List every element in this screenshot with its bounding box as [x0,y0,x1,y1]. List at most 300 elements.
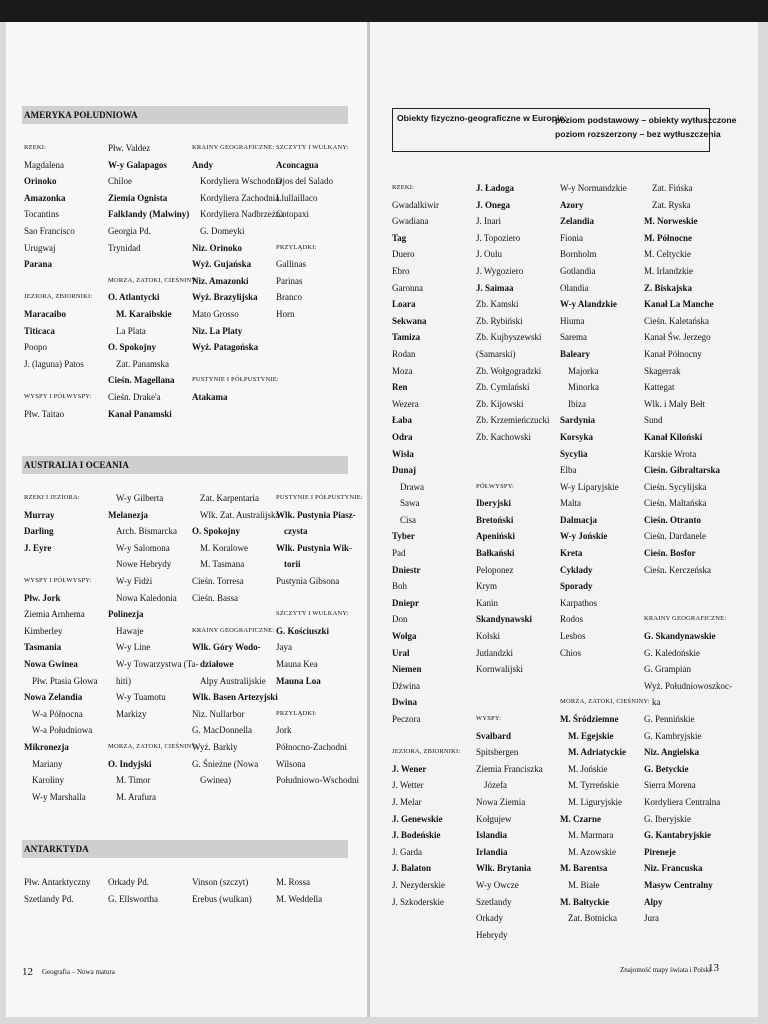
footer-title-right: Znajomość mapy świata i Polski [620,966,711,974]
entry: Jork [276,725,292,736]
entry: Georgia Pd. [108,225,151,236]
entry: Markizy [116,708,147,719]
entry: W-y Owcze [476,879,519,890]
entry: Moza [392,365,413,376]
entry: Wisła [392,448,414,459]
entry: Dwina [392,697,418,708]
legend-levels [555,113,736,141]
entry: Horn [276,308,295,319]
scan-top-bar [0,0,768,22]
entry: Peczora [392,714,421,724]
entry: Sierra Morena [644,780,696,791]
entry: O. Spokojny [108,342,157,353]
entry: Irlandia [476,846,508,857]
entry: Bornholm [560,249,597,260]
entry: Nowa Gwinea [24,658,78,669]
entry: Niz. La Platy [192,325,243,336]
entry: Ojos del Salado [276,176,333,187]
entry: Murray [24,509,55,520]
entry: M. Rossa [276,877,311,887]
entry: Cieśn. Kerczeńska [644,564,711,575]
entry: J. Oulu [476,249,503,260]
entry: Wezera [392,398,419,409]
entry: Atakama [192,391,228,402]
entry: Kanał Św. Jerzego [644,332,711,343]
entry: Gallinas [276,259,306,270]
entry: działowe [200,658,234,669]
entry: Wyż. Gujańska [192,259,252,270]
entry: Gotlandia [560,265,596,276]
entry: Zelandia [560,216,595,227]
entry: J. Ładoga [476,183,515,193]
entry: Melanezja [108,509,148,520]
eu-col-3 [560,180,650,927]
entry: Olandia [560,282,589,293]
entry: Karoliny [32,775,64,786]
entry: Drawa [400,481,424,492]
entry: Karpathos [560,597,597,608]
section-heading-south-america: AMERYKA POŁUDNIOWA [22,106,348,124]
entry: M. Weddella [276,893,323,904]
entry: J. (laguna) Patos [24,358,84,369]
entry: Sawa [400,498,420,509]
entry: J. Melar [392,796,422,807]
entry: Orinoko [24,176,57,187]
entry [24,556,98,573]
entry: J. Balaton [392,863,432,874]
entry: M. Liguryjskie [568,796,622,807]
entry: Chios [560,647,582,658]
entry: Zb. Krzemieńczucki [476,415,550,426]
entry: Odra [392,431,413,442]
entry: Wlk. Góry Wodo- [192,642,261,653]
entry: W-y Gilberta [116,493,164,503]
entry: W-y Liparyjskie [560,481,619,492]
category-label: WYSPY I PÓŁWYSPY: [24,392,92,400]
an-col-1 [24,874,90,907]
entry: Tag [392,232,407,243]
entry: Niz. Amazonki [192,275,249,286]
entry: G. Kościuszki [276,625,330,636]
entry: Niemen [392,664,422,675]
entry: Dniepr [392,597,419,608]
entry: Hebrydy [476,929,508,940]
entry: Wołga [392,631,417,642]
entry: M. Marmara [568,830,614,841]
entry: J. Bodeńskie [392,830,441,841]
entry: Loara [392,299,416,310]
entry: Mariany [32,758,63,769]
entry: Chiloe [108,176,132,187]
entry: J. Szkoderskie [392,896,444,907]
entry: Wyż. Patagońska [192,342,259,353]
entry: Sardynia [560,415,596,426]
entry: G. Iberyjskie [644,813,691,824]
entry: Zb. Kijowski [476,398,524,409]
entry: M. Północne [644,232,692,243]
entry: Nowa Zelandia [24,692,83,703]
entry: Titicaca [24,325,55,336]
entry: Azory [560,199,584,210]
entry: Dalmacja [560,514,597,525]
entry: M. Azowskie [568,846,616,857]
footer-title-left: Geografia – Nowa matura [42,968,115,976]
entry: J. Wetter [392,780,424,791]
entry: (Samarski) [476,348,516,359]
entry: Nowa Ziemia [476,796,526,807]
entry: J. Topoziero [476,232,521,243]
entry: M. Norweskie [644,216,698,227]
entry: Cieśn. Sycylijska [644,481,707,492]
entry: M. Tasmana [200,559,245,570]
entry: G. Domeyki [200,225,245,236]
entry: Sekwana [392,315,427,326]
entry [108,722,199,739]
entry: W-y Fidżi [116,575,153,586]
section-heading-antarctica: ANTARKTYDA [22,840,348,858]
entry [24,273,92,290]
entry: G. MacDonnella [192,725,252,736]
entry: Cyklady [560,564,593,575]
entry: Iberyjski [476,498,512,509]
entry: Jutlandzki [476,647,513,658]
entry: Kolski [476,631,501,642]
entry: Kołgujew [476,813,512,824]
entry: J. Nezyderskie [392,879,445,890]
category-label: MORZA, ZATOKI, CIEŚNINY: [108,742,198,750]
category-label: SZCZYTY I WULKANY: [276,144,349,151]
entry: Szetlandy Pd. [24,893,74,904]
entry: Gwadiana [392,216,429,227]
section-heading-australia: AUSTRALIA I OCEANIA [22,456,348,474]
entry: Magdalena [24,159,64,170]
entry: Jura [644,913,659,924]
entry: Sarema [560,332,587,343]
category-label: SZCZYTY I WULKANY: [276,610,349,618]
entry [476,446,549,463]
entry: Ural [392,647,410,658]
entry: Wilsona [276,758,306,769]
entry: Apeniński [476,531,516,542]
entry: M. Karaibskie [116,308,172,319]
entry: Bretoński [476,514,514,525]
entry: Hiuma [560,315,585,326]
eu-col-1 [392,180,460,910]
entry: Południowo-Wschodni [276,775,359,786]
entry: Wlk. Pustynia Piasz- [276,509,356,520]
entry: J. Saimaa [476,282,514,293]
entry [108,256,198,273]
entry: Ren [392,382,408,393]
category-label: KRAINY GEOGRAFICZNE: [192,626,275,634]
entry: Wyż. Barkly [192,741,238,752]
entry: J. Genewskie [392,813,443,824]
entry: Vinson (szczyt) [192,877,249,887]
entry: Svalbard [476,730,512,741]
entry: G. Skandynawskie [644,631,716,642]
entry: W-y Jońskie [560,531,608,542]
entry: Don [392,614,408,625]
entry: Płw. Ptasia Głowa [32,675,98,686]
entry: Islandia [476,830,508,841]
entry: Wyż. Brazylijska [192,292,258,303]
entry: W-y Normandzkie [560,183,627,193]
category-label: KRAINY GEOGRAFICZNE: [192,144,275,151]
entry: Fionia [560,232,584,243]
an-col-4 [276,874,322,907]
category-label: WYSPY: [476,715,502,722]
right-page [370,22,758,1017]
entry: Korsyka [560,431,594,442]
entry: Pustynia Gibsona [276,575,340,586]
entry: Wlk. Zat. Australijska [200,509,280,520]
entry: G. Kantabryjskie [644,830,712,841]
entry: Ziemia Ognista [108,192,168,203]
entry: Pireneje [644,846,676,857]
entry: Płw. Antarktyczny [24,877,91,887]
entry: M. Białe [568,879,600,890]
entry: O. Atlantycki [108,292,160,303]
entry: Zb. Cymlański [476,382,530,393]
entry: Z. Biskajska [644,282,693,293]
entry [644,595,732,612]
category-label: MORZA, ZATOKI, CIEŚNINY: [108,276,198,284]
entry: M. Tyrreńskie [568,780,619,791]
entry: Tasmania [24,642,62,653]
entry: Poopo [24,342,48,353]
category-label: JEZIORA, ZBIORNIKI: [24,293,93,301]
entry: Wyż. Południowoszkoc- [644,680,732,691]
entry: W-y Galapagos [108,159,167,170]
entry: Kordyliera Zachodnia [200,192,280,203]
entry: Duero [392,249,415,260]
entry: La Plata [116,325,146,336]
entry: Zat. Ryska [652,199,691,210]
entry: G. Ellswortha [108,893,158,904]
category-label: WYSPY I PÓŁWYSPY: [24,576,92,584]
entry: hiti) [116,675,131,686]
entry: G. Kaledońskie [644,647,700,658]
entry [560,661,650,678]
entry: Północno-Zachodni [276,741,347,752]
entry: Mauna Kea [276,658,318,669]
entry: Gwadalkiwir [392,199,439,210]
entry: Wlk. Basen Artezyjski [192,692,278,703]
category-label: PÓŁWYSPY: [476,482,515,490]
entry: Zb. Kamski [476,299,519,310]
entry: torii [284,559,301,570]
entry: Kanał Północny [644,348,702,359]
entry: Ebro [392,265,410,276]
entry: Tocantins [24,209,59,220]
category-label: PUSTYNIE I PÓŁPUSTYNIE: [192,376,279,384]
page-number-right: 13 [708,962,719,974]
entry: Zb. Kujbyszewski [476,332,542,343]
entry: M. Koralowe [200,542,248,553]
entry: Pad [392,548,406,559]
entry: Zb. Rybiński [476,315,523,326]
entry: J. Wener [392,763,427,774]
entry: M. Śródziemne [560,714,619,724]
entry: Bałkański [476,548,515,559]
entry: Maracaibo [24,308,66,319]
entry: Zat. Panamska [116,358,169,369]
entry: Zat. Karpentaria [200,493,259,503]
entry: Ibiza [568,398,586,409]
au-col-2 [108,490,199,805]
entry: W-a Północna [32,708,83,719]
entry: Dunaj [392,465,417,476]
entry: G. Kambryjskie [644,730,702,741]
category-label: PRZYLĄDKI: [276,709,317,717]
entry: czysta [284,526,308,537]
entry: Nowe Hebrydy [116,559,172,570]
entry [476,694,549,711]
sa-col-3 [192,140,284,406]
entry: Cieśn. Drake'a [108,391,161,402]
entry [392,728,460,745]
entry: Płw. Jork [24,592,61,603]
entry: Cieśn. Gibraltarska [644,465,721,476]
entry: Płw. Taitao [24,408,65,419]
entry: M. Barentsa [560,863,608,874]
entry: Wlk. Brytania [476,863,532,874]
legend-title: Obiekty fizyczno-geograficzne w Europie: [397,113,567,123]
entry: Masyw Centralny [644,879,713,890]
entry: Kordyliera Wschodnia [200,176,282,187]
entry: Wlk. i Mały Bełt [644,398,705,409]
entry: Minorka [568,382,599,393]
entry: Kornwalijski [476,664,523,675]
category-label: RZEKI: [392,184,415,191]
entry: ka [652,697,661,708]
an-col-2 [108,874,158,907]
entry [276,223,349,240]
entry: Niz. Orinoko [192,242,243,253]
entry: O. Spokojny [192,526,241,537]
page-number-left: 12 [22,966,33,978]
entry: Cieśn. Magellana [108,375,175,386]
entry: Cieśn. Dardanele [644,531,706,542]
entry: Falklandy (Malwiny) [108,209,190,220]
entry: Spitsbergen [476,747,519,758]
entry: Zb. Wołgogradzki [476,365,542,376]
an-col-3 [192,874,252,907]
entry: M. Arafura [116,791,156,802]
entry: Sao Francisco [24,225,75,236]
entry: Cieśn. Torresa [192,575,244,586]
entry: Mauna Loa [276,675,321,686]
entry: Trynidad [108,242,141,253]
entry: Wlk. Pustynia Wik- [276,542,352,553]
entry: Cieśn. Otranto [644,514,701,525]
entry: Zat. Botnicka [568,913,617,924]
entry: Krym [476,581,497,592]
entry [192,356,284,373]
entry: M. Czarne [560,813,601,824]
legend-basic: poziom podstawowy – obiekty wytłuszczone [555,115,737,125]
entry [644,578,732,595]
entry: Andy [192,159,214,170]
entry: Arch. Bismarcka [116,526,177,537]
entry: Kordyliera Nadbrzeżna [200,209,285,220]
eu-col-2 [476,180,549,943]
entry: Kimberley [24,625,63,636]
entry: W-y Marshalla [32,791,86,802]
entry: Karskie Wrota [644,448,697,459]
category-label: PUSTYNIE I PÓŁPUSTYNIE: [276,494,363,501]
entry: Zb. Kachowski [476,431,531,442]
entry: Cieśn. Kaletańska [644,315,709,326]
entry: Sycylia [560,448,588,459]
entry: Płw. Valdez [108,143,151,153]
entry: Kordyliera Centralna [644,796,721,807]
entry: Łaba [392,415,413,426]
entry: O. Indyjski [108,758,152,769]
entry [276,590,363,607]
entry: Elba [560,465,577,476]
entry: Kanał Panamski [108,408,172,419]
entry: Llullaillaco [276,192,318,203]
entry: Tyber [392,531,415,542]
entry: Skandynawski [476,614,533,625]
entry: Urugwaj [24,242,56,253]
entry: Kreta [560,548,583,559]
entry: Józefa [484,780,507,791]
entry: Peloponez [476,564,514,575]
entry: M. Timor [116,775,151,786]
entry: Tamiza [392,332,421,343]
entry: Lesbos [560,631,586,642]
entry: Malta [560,498,581,509]
entry: Alpy Australijskie [200,675,266,686]
entry: Kanin [476,597,498,608]
sa-col-2 [108,140,198,422]
entry: Alpy [644,896,663,907]
entry: W-y Alandzkie [560,299,617,310]
entry: Kanał Kiloński [644,431,703,442]
entry: Boh [392,581,408,592]
au-col-1 [24,490,98,805]
entry: J. Inari [476,216,501,227]
sa-col-4 [276,140,349,323]
entry: Parinas [276,275,303,286]
entry: W-y Tuamotu [116,692,166,703]
entry: Jaya [276,642,292,653]
entry: W-y Line [116,642,151,653]
entry: Sporady [560,581,593,592]
entry: Branco [276,292,302,303]
entry: G. Betyckie [644,763,689,774]
entry [192,606,279,623]
entry: Orkady [476,913,503,924]
entry: Aconcagua [276,159,319,170]
entry: Ziemia Franciszka [476,763,543,774]
legend-extended: poziom rozszerzony – bez wytłuszczenia [555,129,721,139]
entry: M. Bałtyckie [560,896,609,907]
entry: Cisa [400,514,417,525]
entry: M. Egejskie [568,730,614,741]
entry: Nowa Kaledonia [116,592,177,603]
entry: Amazonka [24,192,66,203]
entry: Polinezja [108,609,144,620]
category-label: JEZIORA, ZBIORNIKI: [392,748,461,756]
entry: W-y Salomona [116,542,170,553]
entry [276,689,363,706]
entry: M. Irlandzkie [644,265,693,276]
entry: Cieśn. Maltańska [644,498,707,509]
entry: G. Śnieżne (Nowa [192,758,259,769]
